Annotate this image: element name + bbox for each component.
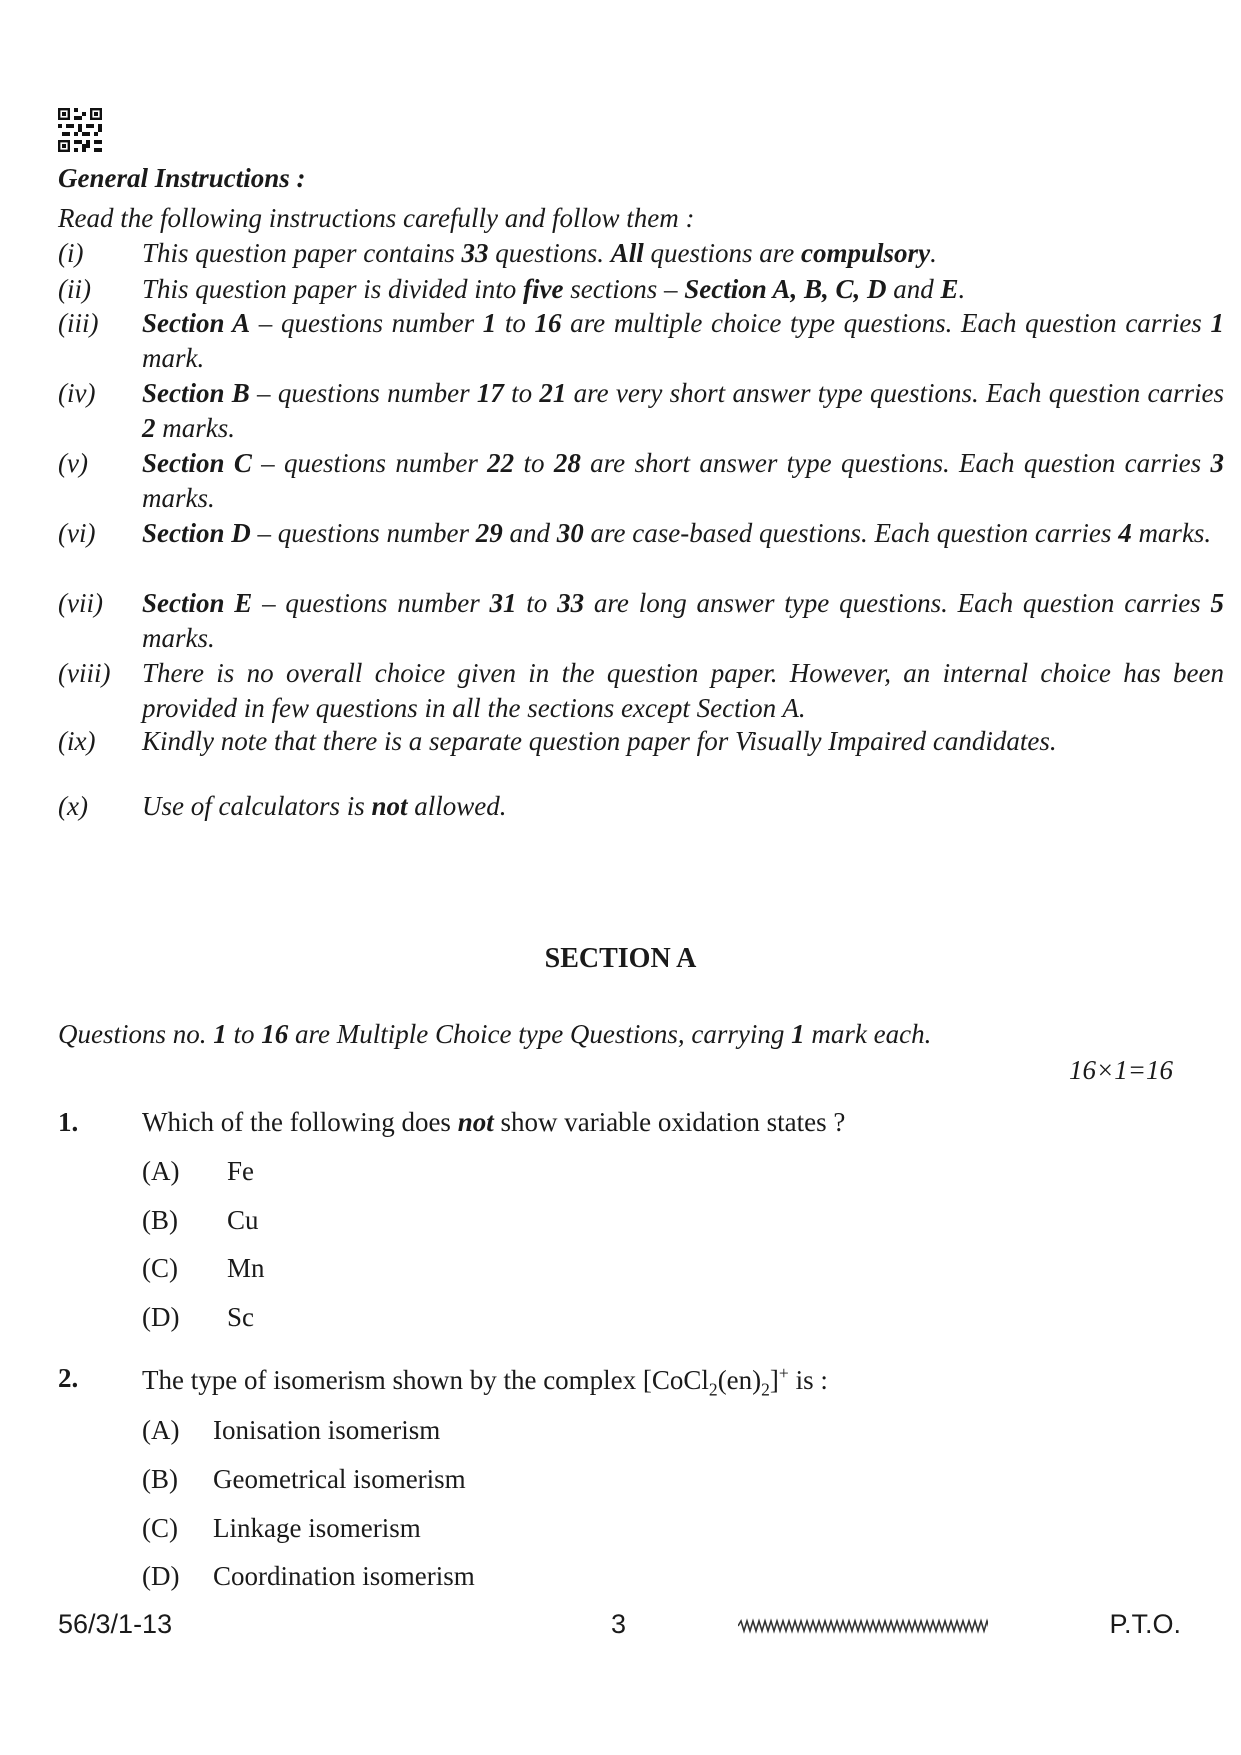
- section-heading: SECTION A: [544, 943, 697, 974]
- emphasis-text: 16: [534, 308, 562, 338]
- instruction-number: (vi): [58, 518, 96, 548]
- emphasis-text: five: [523, 274, 564, 304]
- q2-option-d-text: Coordination isomerism: [213, 1561, 475, 1591]
- text-run: to: [496, 308, 535, 338]
- instruction-number: (v): [58, 448, 88, 478]
- q2-option-b-label: (B): [142, 1464, 178, 1494]
- instruction-text: [142, 376, 1224, 446]
- emphasis-text: 29: [475, 518, 503, 548]
- text-run: are short answer type questions. Each question carries: [580, 448, 1211, 478]
- instruction-number: (viii): [58, 658, 111, 688]
- text-run: to: [503, 378, 540, 408]
- instruction-text: [142, 516, 1224, 551]
- emphasis-text: Section E: [142, 588, 253, 618]
- instruction-number: (ii): [58, 274, 91, 304]
- text-run: are Multiple Choice type Questions, carrying: [288, 1019, 792, 1049]
- instruction-number: (ix): [58, 726, 96, 756]
- text-run: There is no overall choice given in the question paper. However, an internal choice has been provided in few questions in all the sections except Section A.: [142, 658, 1224, 723]
- text-run: to: [516, 588, 558, 618]
- q2-option-a-label: (A): [142, 1415, 180, 1445]
- text-run: mark each.: [804, 1019, 932, 1049]
- text-run: marks.: [142, 623, 215, 653]
- q1-option-b-text: Cu: [227, 1205, 259, 1235]
- emphasis-text: 21: [539, 378, 567, 408]
- page-number: 3: [611, 1609, 627, 1639]
- text-run: – questions number: [250, 308, 483, 338]
- q1-option-d-text: Sc: [227, 1302, 254, 1332]
- text-run: – questions number: [252, 588, 490, 618]
- text-run: allowed.: [407, 791, 507, 821]
- general-instructions-title: General Instructions :: [58, 163, 306, 193]
- q1-option-a-label: (A): [142, 1156, 180, 1186]
- emphasis-text: 4: [1118, 518, 1132, 548]
- text-run: This question paper is divided into: [142, 274, 523, 304]
- q1-option-b-label: (B): [142, 1205, 178, 1235]
- text-run: .: [930, 238, 937, 268]
- question-2-text: The type of isomerism shown by the complex $[CoCl_2(en)_2]^+$ is :: [142, 1363, 828, 1400]
- text-run: questions.: [488, 238, 611, 268]
- emphasis-text: 22: [487, 448, 515, 478]
- section-intro: [58, 1013, 1108, 1055]
- text-run: to: [514, 448, 554, 478]
- emphasis-text: compulsory: [801, 238, 931, 268]
- instruction-text: [142, 789, 1224, 824]
- instruction-text: [142, 306, 1224, 376]
- emphasis-text: 16: [261, 1019, 289, 1049]
- pto-label: P.T.O.: [1109, 1609, 1181, 1639]
- q1-option-a-text: Fe: [227, 1156, 254, 1186]
- text-run: are case-based questions. Each question carries: [583, 518, 1119, 548]
- instruction-number: (iii): [58, 308, 99, 338]
- q2-option-c-label: (C): [142, 1513, 178, 1543]
- q1-option-c-text: Mn: [227, 1253, 265, 1283]
- text-run: mark.: [142, 343, 205, 373]
- text-run: Questions no.: [58, 1019, 214, 1049]
- text-run: This question paper contains: [142, 238, 462, 268]
- emphasis-text: 3: [1210, 448, 1224, 478]
- qr-code-icon: [58, 108, 102, 152]
- instruction-text: [142, 236, 1224, 271]
- emphasis-text: E: [940, 274, 959, 304]
- instructions-intro: Read the following instructions carefully and follow them :: [58, 203, 695, 233]
- text-run: and: [502, 518, 557, 548]
- instruction-number: (x): [58, 791, 88, 821]
- text-run: marks.: [155, 413, 235, 443]
- emphasis-text: Section A: [142, 308, 251, 338]
- text-run: marks.: [1131, 518, 1212, 548]
- instruction-text: [142, 656, 1224, 726]
- instruction-text: [142, 272, 1224, 307]
- text-run: sections –: [563, 274, 685, 304]
- text-run: to: [226, 1019, 262, 1049]
- emphasis-text: 31: [489, 588, 517, 618]
- text-run: questions are: [643, 238, 802, 268]
- emphasis-text: 1: [482, 308, 497, 338]
- question-1-text: Which of the following does not show variable oxidation states ?: [142, 1107, 846, 1137]
- emphasis-text: 2: [142, 413, 156, 443]
- wavy-line-decoration: [738, 1618, 988, 1634]
- emphasis-text: 33: [461, 238, 489, 268]
- emphasis-text: Section A, B, C, D: [684, 274, 887, 304]
- section-marks: 16×1=16: [1069, 1055, 1173, 1085]
- instruction-text: [142, 446, 1224, 516]
- emphasis-text: Section C: [142, 448, 252, 478]
- instruction-number: (i): [58, 238, 84, 268]
- emphasis-text: 33: [557, 588, 585, 618]
- text-run: are multiple choice type questions. Each question carries: [561, 308, 1211, 338]
- paper-code: 56/3/1-13: [58, 1609, 173, 1639]
- q2-option-c-text: Linkage isomerism: [213, 1513, 421, 1543]
- emphasis-text: 5: [1210, 588, 1224, 618]
- text-run: – questions number: [251, 448, 488, 478]
- q2-option-d-label: (D): [142, 1561, 180, 1591]
- text-run: – questions number: [250, 518, 476, 548]
- text-run: and: [886, 274, 941, 304]
- text-run: .: [958, 274, 966, 304]
- instruction-text: [142, 586, 1224, 656]
- q2-option-a-text: Ionisation isomerism: [213, 1415, 441, 1445]
- emphasis-text: 28: [553, 448, 581, 478]
- emphasis-text: All: [610, 238, 644, 268]
- emphasis-text: not: [371, 791, 408, 821]
- text-run: marks.: [142, 483, 215, 513]
- emphasis-text: 1: [1210, 308, 1224, 338]
- emphasis-text: 1: [791, 1019, 805, 1049]
- emphasis-text: Section D: [142, 518, 251, 548]
- text-run: Use of calculators is: [142, 791, 372, 821]
- text-run: are very short answer type questions. Each question carries: [566, 378, 1224, 408]
- emphasis-text: Section B: [142, 378, 250, 408]
- question-1-number: 1.: [58, 1107, 79, 1137]
- text-run: are long answer type questions. Each question carries: [584, 588, 1211, 618]
- q1-option-d-label: (D): [142, 1302, 180, 1332]
- emphasis-text: 17: [476, 378, 504, 408]
- emphasis-text: 30: [556, 518, 584, 548]
- q2-option-b-text: Geometrical isomerism: [213, 1464, 466, 1494]
- instruction-text: [142, 724, 1224, 759]
- text-run: – questions number: [249, 378, 477, 408]
- instruction-number: (iv): [58, 378, 96, 408]
- emphasis-text: 1: [213, 1019, 227, 1049]
- q1-option-c-label: (C): [142, 1253, 178, 1283]
- text-run: Kindly note that there is a separate question paper for Visually Impaired candidates.: [142, 726, 1057, 756]
- question-2-number: 2.: [58, 1363, 79, 1393]
- instruction-number: (vii): [58, 588, 103, 618]
